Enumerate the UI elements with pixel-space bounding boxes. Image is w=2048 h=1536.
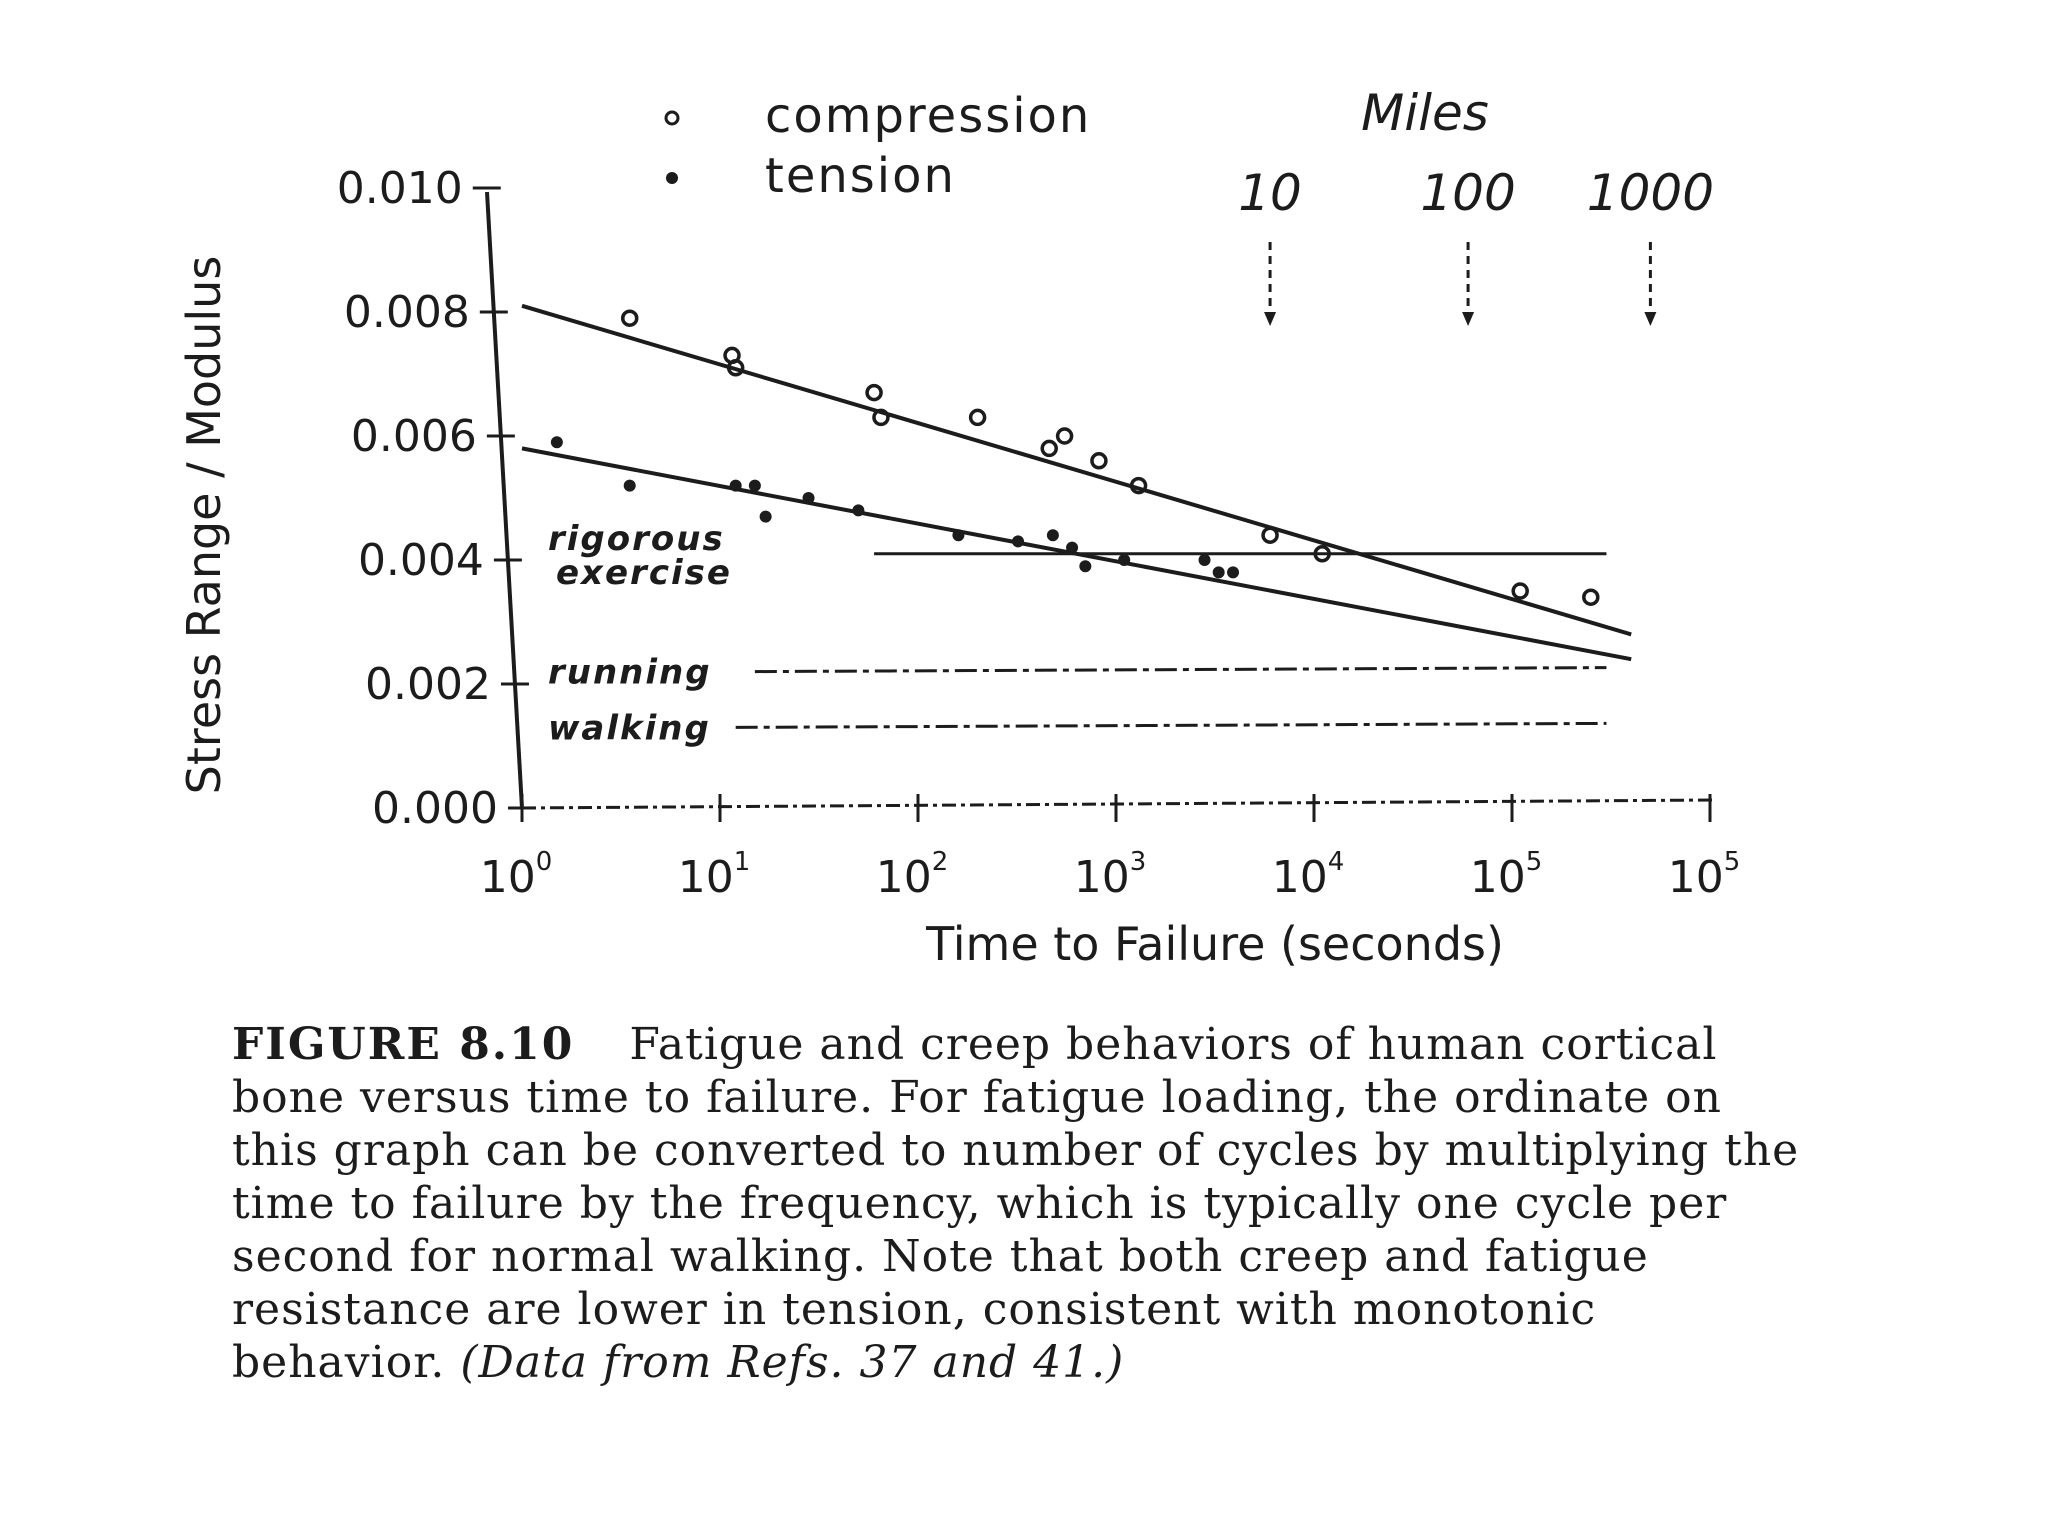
y-tick-label: 0.004 (357, 535, 484, 586)
tension-point (1079, 560, 1091, 572)
x-tick-label: $10^1$ (677, 847, 751, 903)
tension-point (852, 504, 864, 516)
tension-point (803, 492, 815, 504)
tension-point (952, 529, 964, 541)
compression-point (623, 311, 637, 325)
reference-line-label: exercise (556, 552, 732, 593)
reference-line-label: running (548, 652, 712, 693)
miles-marker-arrowhead (1462, 312, 1474, 326)
x-tick-label: $10^4$ (1271, 847, 1345, 903)
miles-marker-arrowhead (1264, 312, 1276, 326)
x-axis-title: Time to Failure (seconds) (926, 917, 1504, 971)
miles-marker-label: 1000 (1586, 164, 1715, 222)
caption-text: Fatigue and creep behaviors of human cortical bone versus time to failure. For fatigue loading, the ordinate on this graph can be converted to number of cycles by multiplying the time to failure by the frequency, which is typically one cycle per second for normal walking. Note that both creep and fatigue resistance are lower in tension, consistent with monotonic behavior. (232, 1019, 1800, 1388)
reference-line (755, 668, 1607, 672)
reference-line-label: rigorous (548, 518, 725, 559)
trend-lines (522, 306, 1631, 659)
tension-point (1012, 535, 1024, 547)
tension-point (1227, 566, 1239, 578)
compression-point (1513, 584, 1527, 598)
legend-marker-compression (666, 112, 678, 124)
tension-point (1066, 542, 1078, 554)
compression-point (1042, 441, 1056, 455)
compression-point (867, 386, 881, 400)
y-tick-label: 0.002 (364, 659, 491, 710)
compression-point (1092, 454, 1106, 468)
x-tick-label: $10^0$ (479, 847, 553, 903)
miles-marker-label: 10 (1238, 164, 1302, 222)
tension-point (760, 511, 772, 523)
x-tick-label: $10^3$ (1073, 847, 1147, 903)
y-tick-label: 0.006 (350, 411, 477, 462)
compression-point (971, 410, 985, 424)
legend (666, 88, 1091, 204)
legend-label: compression (765, 88, 1092, 144)
tension-point (749, 480, 761, 492)
compression-point (1263, 528, 1277, 542)
tension-point (730, 480, 742, 492)
tension-point (624, 480, 636, 492)
y-axis-line (487, 192, 522, 808)
x-tick-label: $10^5$ (1667, 847, 1741, 903)
legend-label: tension (765, 148, 956, 204)
x-tick-label: $10^2$ (875, 847, 949, 903)
legend-marker-tension (666, 172, 678, 184)
tension-point (551, 436, 563, 448)
y-axis-title: Stress Range / Modulus (177, 255, 231, 795)
miles-scale (1238, 84, 1714, 326)
figure-caption (232, 1018, 1812, 1389)
y-tick-label: 0.000 (372, 783, 498, 834)
x-tick-label: $10^5$ (1469, 847, 1543, 903)
tension-point (1118, 554, 1130, 566)
compression-point (1058, 429, 1072, 443)
reference-line-label: walking (548, 708, 711, 749)
y-tick-label: 0.008 (343, 287, 470, 338)
miles-marker-label: 100 (1420, 164, 1516, 222)
caption-label: FIGURE 8.10 (232, 1019, 575, 1070)
caption-credit: (Data from Refs. 37 and 41.) (460, 1337, 1125, 1388)
tension-point (1213, 566, 1225, 578)
miles-marker-arrowhead (1644, 312, 1656, 326)
tension-point (1199, 554, 1211, 566)
miles-title: Miles (1361, 84, 1489, 142)
reference-line (736, 723, 1607, 727)
compression-point (1584, 590, 1598, 604)
tension-point (1047, 529, 1059, 541)
y-tick-label: 0.010 (336, 163, 463, 214)
